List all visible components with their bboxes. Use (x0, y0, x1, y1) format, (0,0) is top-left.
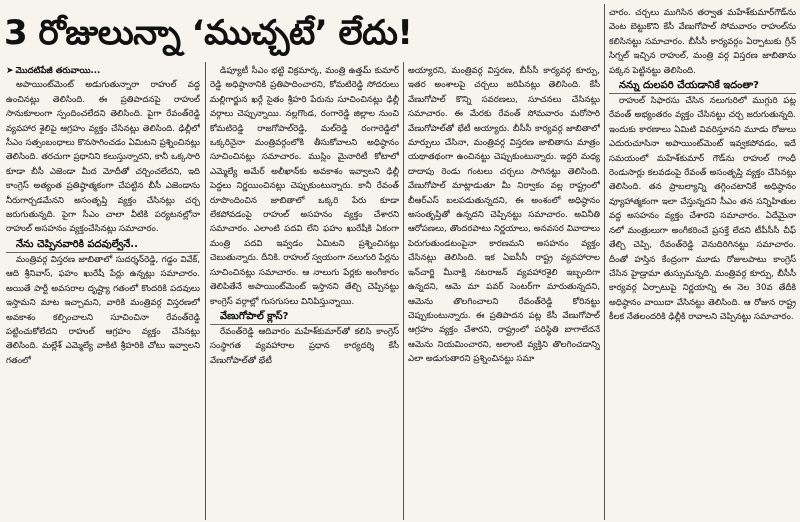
paragraph: మంత్రివర్గ విస్తరణ జాబితాలో సుదర్శన్‌రెడ్డి, గడ్డం వివేక్, ఆది శ్రీనివాస్, ఫహం ఖురేషీ పేర్లు ఉన్నట్లు సమాచారం. అయితే పార్టీ అవసరాల దృష్ట్యా గతంలో కొందరికి పదవులు ఇస్తామని మాట ఇచ్చామని, వారికి మంత్రివర్గ విస్తరణలో అవకాశం కల్పించాలని సూచించినా రేవంత్‌రెడ్డి పట్టించుకోలేదని రాహుల్ ఆగ్రహం వ్యక్తం చేసినట్లు తెలిసింది. మల్లేశ్ ఎమ్మెల్యే వాకిటి శ్రీహరికి చోటు ఇవ్వాలని గతంలో (6, 254, 200, 366)
headline: 3 రోజులున్నా ‘ముచ్చటే’ లేదు! (4, 13, 413, 53)
column-rule-3 (604, 4, 605, 520)
article-column-3 (408, 64, 600, 520)
subheading: నన్ను దులపరి చేయడానికే ఇదంతా? (609, 78, 796, 94)
subheading: వేణుగోపాల్ క్లాస్? (210, 309, 399, 325)
column-rule-2 (403, 62, 404, 520)
paragraph: అపాయింట్‌మెంట్ అడుగుతున్నారా రాహుల్ వద్ద ఉంచినట్లు తెలిసింది. ఈ ప్రతిపాదనపై రాహుల్ సానుకూలంగా స్పందించలేదని తెలిసింది. పైగా రేవంత్‌రెడ్డి వ్యవహార శైలిపై ఆగ్రహం వ్యక్తం చేసినట్లు తెలిసింది. ఢిల్లీలో సీఎం సత్సంబంధాలు కొనసాగించడం ఏమిటని ప్రశ్నించినట్లు తెలిసింది. తరచుగా ప్రధానిని కలుస్తున్నారని, కానీ ఒక్కసారి కూడా బీసీ ఎజెండా మీద మోదీతో చర్చించలేదని, ఇది కాంగ్రెస్ అత్యంత ప్రతిష్ఠాత్మకంగా చేపట్టిన బీసీ ఎజెండాను నీరుగార్చడమేనని అసంతృప్తి వ్యక్తం చేసినట్లు చర్చ జరుగుతున్నది. పైగా సీఎం చాలా వీటికి పర్యటనల్లోనా రాహుల్ అసహనం వ్యక్తంచేసినట్లు సమాచారం. (6, 80, 200, 235)
subheading: నేను చెప్పినవారికి పదవుల్వేనే.. (6, 237, 200, 253)
paragraph: రాహుల్ సిఫారసు చేసిన నలుగురిలో ముగ్గురి పట్ల రేవంత్ అభ్యంతరం వ్యక్తం చేసినట్టు చర్చ జరుగుతున్నది. ఇందుకు కారణాలు ఏమిటి వివరిస్తూనని మూడు రోజులు ఎదురుచూసినా అపాయింట్‌మెంట్ ఇవ్వకపోవడం, ఇదే సమయంలో మహేశ్‌కుమార్ గౌడ్‌ను రాహుల్ గాంధీ రెండుసార్లు కలవడంపై రేవంత్ అసంతృప్తి వ్యక్తం చేసినట్లు తెలిసింది. తన ప్రాబల్యాన్ని తగ్గించటానికే అధిష్ఠానం వ్యూహాత్మకంగా ఇలా చేస్తున్నదని సీఎం తన సన్నిహితుల వద్ద అసహనం వ్యక్తం చేశారని సమాచారం. ఏదేమైనా నలో మంత్రులుగా అంగీకరించే ప్రసక్తే లేదని టీపీసీసీ చీఫ్ తేల్చి చెప్పి, రేవంత్‌రెడ్డి వెనుదిరిగినట్టు సమాచారం. దీంతో హస్తిన కేంద్రంగా మూడు రోజులపాటు కాంగ్రెస్ చేసిన హైడ్రామా తుస్సుమన్నది. మంత్రివర్గ కూర్పు, బీసీసీ కార్యవర్గ ఏర్పాటుపై నిర్ణయాన్ని ఈ నెల 30వ తేదీకి అధిష్ఠానం వాయిదా వేసినట్టు తెలిసింది. ఆ రోజున రాష్ట్ర కీలక నేతలందరికి ఢిల్లీకి రావాలని చెప్పినట్టు సమాచారం. (609, 96, 796, 323)
article-column-1 (6, 64, 200, 520)
paragraph: రేవంత్‌రెడ్డి ఆదివారం మహేశ్‌కుమార్‌తో కలిసి కాంగ్రెస్ సంస్థాగత వ్యవహారాల ప్రధాన కార్యదర్శి కేసీ వేణుగోపాల్‌తో భేటీ (210, 326, 399, 366)
continuation-arrow-icon: ➤ (6, 66, 14, 76)
column-rule-1 (205, 62, 206, 520)
article-column-2 (210, 64, 399, 520)
article-column-4 (609, 6, 796, 520)
paragraph: చారం. చర్చలు ముగిసిన తర్వాత మహేశ్‌కుమార్‌గౌడ్‌ను వెంట బెట్టుకొని కేసీ వేణుగోపాల్ సోమవారం రాహుల్‌ను కలిసినట్టు సమాచారం. బీసీసీ కార్యవర్గం ఏర్పాటుకు గ్రీన్ సిగ్నల్ ఇచ్చిన రాహుల్, మంత్రి వర్గ విస్తరణ జాబితాను పక్కన పెట్టినట్టు తెలిసింది. (609, 8, 796, 76)
paragraph: డిప్యూటీ సీఎం భట్టి విక్రమార్క, మంత్రి ఉత్తమ్ కుమార్ రెడ్డి అధిష్ఠానానికి ప్రతిపాదించారని, కోమటిరెడ్డి సోదరులు మల్లిగార్జున ఖర్గే సైతం శ్రీహరి పేరును సూచించినట్లు ఢిల్లీ వర్గాలు చెప్పున్నాయి. నల్లగొండ, రంగారెడ్డి జిల్లాల నుంచి కోమటిరెడ్డి రాజగోపాల్‌రెడ్డి, మల్‌రెడ్డి రంగారెడ్డిలో ఒక్కరినైనా మంత్రివర్గంలోకి తీసుకోవాలని అధిష్ఠానం సూచించినట్లు సమాచారం. ముస్లిం మైనారిటీ కోటాలో ఎమ్మెల్యే అమేర్ అలీఖాన్‌కు అవకాశం ఇవ్వాలని ఢిల్లీ పెద్దలు నిర్ణయించినట్లు చెప్పుకుంటున్నారు. కానీ రేవంత్ రూపొందించిన జాబితాలో ఒక్కరి పేరు కూడా లేకపోవడంపై రాహుల్ అసహనం వ్యక్తం చేశారని సమాచారం. ఎలాంటి పదవి లేని ఫహం ఖురేషీకి ఏకంగా మంత్రి పదవి ఇవ్వడం ఏమిటని ప్రశ్నించినట్లు చెబుతున్నారు. దీనికి. రాహుల్ స్వయంగా నలుగురి పేర్లను సూచించినట్లు సమాచారం. ఆ నాలుగు పేర్లకు అంగీకారం తెలిపితేనే అపాయింట్‌మెంట్ ఇస్తానని తేల్చి చెప్పినట్టు కాంగ్రెస్ వర్గాల్లో గుసగుసలు వినిపిస్తున్నాయి. (210, 66, 399, 307)
continuation-kicker: ➤ మొదటిపేజీ తరువాయి... (6, 66, 101, 76)
paragraph: అయ్యారని, మంత్రివర్గ విస్తరణ, బీసీసీ కార్యవర్గ కూర్పు, ఇతర అంశాలపై చర్చలు జరిపినట్లు తెలిసింది. కేసీ వేణుగోపాల్ కొన్ని సవరణలు, సూచనలు చేసినట్లు సమాచారం. ఈ మేరకు రేవంత్ సోమవారం మరోసారి వేణుగోపాల్‌తో భేటీ అయ్యారు. బీసీసీ కార్యవర్గ జాబితాలో మార్పులు చేసినా, మంత్రివర్గ విస్తరణ జాబితాను మాత్రం యథాతథంగా ఉంచినట్టు చెప్పుకుంటున్నారు. ఇద్దరి మధ్య దాదాపు రెండు గంటలు చర్చలు సాగినట్టు తెలిసింది. వేణుగోపాల్ మాట్లాడుతూ మీ నిర్వాకం వల్ల రాష్ట్రంలో బీఆర్ఎస్ బలపడుతున్నదని, ఈ అంశంలో అధిష్ఠానం అసంతృప్తితో ఉన్నదని చెప్పినట్టు సమాచారం. అవినీతి ఆరోపణలు, తొందరపాటు నిర్ణయాలు, అనవసర వివాదాలు పెరుగుతుండటంపైనా కారణమని అసహనం వ్యక్తం చేసినట్లు తెలిసింది. ఇక ఏఐసీసీ రాష్ట్ర వ్యవహారాల ఇన్‌చార్జి మీనాక్షి నటరాజన్ వ్యవహారశైలి ఇబ్బందిగా ఉన్నదని, ఆమె మా పవర్ సెంటర్‌గా మారుతున్నదని, ఆమెను తొలగించాలని రేవంత్‌రెడ్డి కోరినట్టు చెప్పుకుంటున్నారు. ఈ ప్రతిపాదన పట్ల కేసీ వేణుగోపాల్ ఆగ్రహం వ్యక్తం చేశారని, రాష్ట్రంలో పరిస్థితి బాగాలేదనే ఆమెను నియమించారని, అలాంటి వ్యక్తిని తొలగించడాన్ని ఎలా అడుగుతారని ప్రశ్నించినట్టు సమా (408, 66, 600, 365)
